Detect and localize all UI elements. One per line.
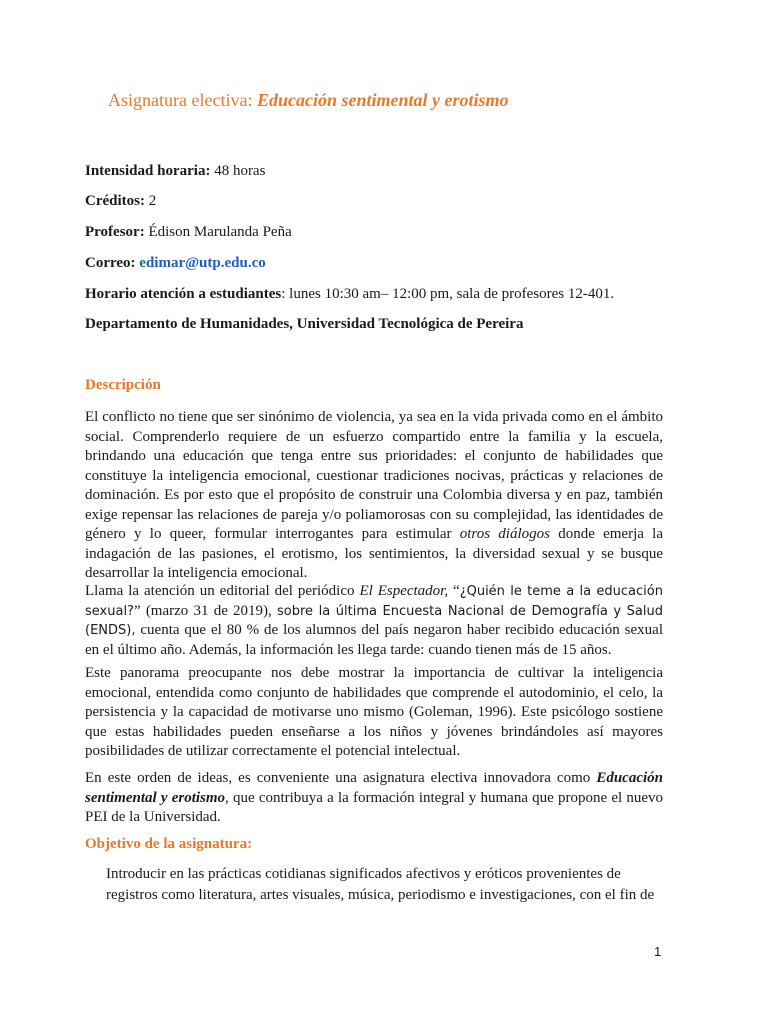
email-label: Correo: bbox=[85, 255, 136, 271]
p2-survey: sobre la última Encuesta Nacional de Demografía y Salud (ENDS), bbox=[85, 603, 663, 638]
intensity-value: 48 horas bbox=[210, 163, 266, 179]
description-heading: Descripción bbox=[85, 377, 161, 393]
p1-text-b: donde emerja la indagación de las pasiones, el erotismo, los sentimientos, la diversidad sexual y se busque desarrollar la inteligencia emocional. bbox=[85, 526, 663, 581]
p1-emphasis: otros diálogos bbox=[459, 526, 550, 542]
description-paragraph-2 bbox=[85, 582, 663, 660]
field-intensity bbox=[85, 163, 265, 180]
description-paragraph-3: Este panorama preocupante nos debe mostrar la importancia de cultivar la inteligencia emocional, entendida como conjunto de habilidades que comprende el autodominio, el celo, la persistencia y la capacidad de motivarse uno mismo (Goleman, 1996). Este psicólogo sostiene que estas habilidades pueden enseñarse a los niños y jóvenes brindándoles así mayores posibilidades de utilizar correctamente el potencial intelectual. bbox=[85, 665, 663, 759]
p2-text-c: ” (marzo 31 de 2019), bbox=[133, 602, 277, 619]
course-name: Educación sentimental y erotismo bbox=[256, 90, 509, 110]
professor-label: Profesor: bbox=[85, 224, 145, 240]
description-paragraph-1 bbox=[85, 408, 663, 584]
field-email bbox=[85, 255, 266, 272]
p4-course-name: Educación sentimental y erotismo bbox=[85, 770, 663, 806]
credits-value: 2 bbox=[145, 193, 157, 209]
credits-label: Créditos: bbox=[85, 193, 145, 209]
p1-text-a: El conflicto no tiene que ser sinónimo de violencia, ya sea en la vida privada como en el ámbito social. Comprenderlo requiere de un esfuerzo compartido entre la familia y la escuela, brindando una educación que tenga entre sus prioridades: el conjunto de habilidades que constituye la inteligencia emocional, cuestionar tradiciones nocivas, prácticas y relaciones de dominación. Es por esto que el propósito de construir una Colombia diversa y en paz, también exige repensar las relaciones de pareja y/o poliamorosas con su complejidad, las identidades de género y lo queer, formular interrogantes para estimular bbox=[85, 409, 663, 542]
p4-text-a: En este orden de ideas, es conveniente una asignatura electiva innovadora como bbox=[85, 770, 597, 786]
department-line: Departamento de Humanidades, Universidad Tecnológica de Pereira bbox=[85, 316, 524, 332]
p2-editorial-title: ¿Quién le teme a la educación sexual? bbox=[85, 584, 663, 619]
description-paragraph-4 bbox=[85, 769, 663, 828]
professor-value: Édison Marulanda Peña bbox=[144, 224, 292, 240]
title-prefix: Asignatura electiva: bbox=[108, 90, 257, 110]
field-credits bbox=[85, 193, 156, 210]
field-schedule bbox=[85, 286, 614, 303]
email-link[interactable]: edimar@utp.edu.co bbox=[139, 255, 266, 271]
objective-heading: Objetivo de la asignatura: bbox=[85, 836, 253, 852]
intensity-label: Intensidad horaria: bbox=[85, 163, 211, 179]
p2-text-b: “ bbox=[448, 583, 460, 599]
page-number: 1 bbox=[654, 944, 662, 959]
schedule-value: : lunes 10:30 am– 12:00 pm, sala de profesores 12-401. bbox=[281, 286, 615, 302]
p2-newspaper: El Espectador, bbox=[359, 583, 449, 599]
objective-text: Introducir en las prácticas cotidianas significados afectivos y eróticos provenientes de registros como literatura, artes visuales, música, periodismo e investigaciones, con el fin de bbox=[106, 866, 655, 903]
schedule-label: Horario atención a estudiantes bbox=[85, 286, 282, 302]
p2-text-d: cuenta que el 80 % de los alumnos del país negaron haber recibido educación sexual en el último año. Además, la información les llega tarde: cuando tienen más de 15 años. bbox=[85, 622, 663, 658]
field-professor bbox=[85, 224, 292, 241]
page-title bbox=[108, 90, 508, 111]
p2-text-a: Llama la atención un editorial del periódico bbox=[85, 583, 360, 599]
p4-text-b: , que contribuya a la formación integral y humana que propone el nuevo PEI de la Universidad. bbox=[85, 789, 663, 825]
